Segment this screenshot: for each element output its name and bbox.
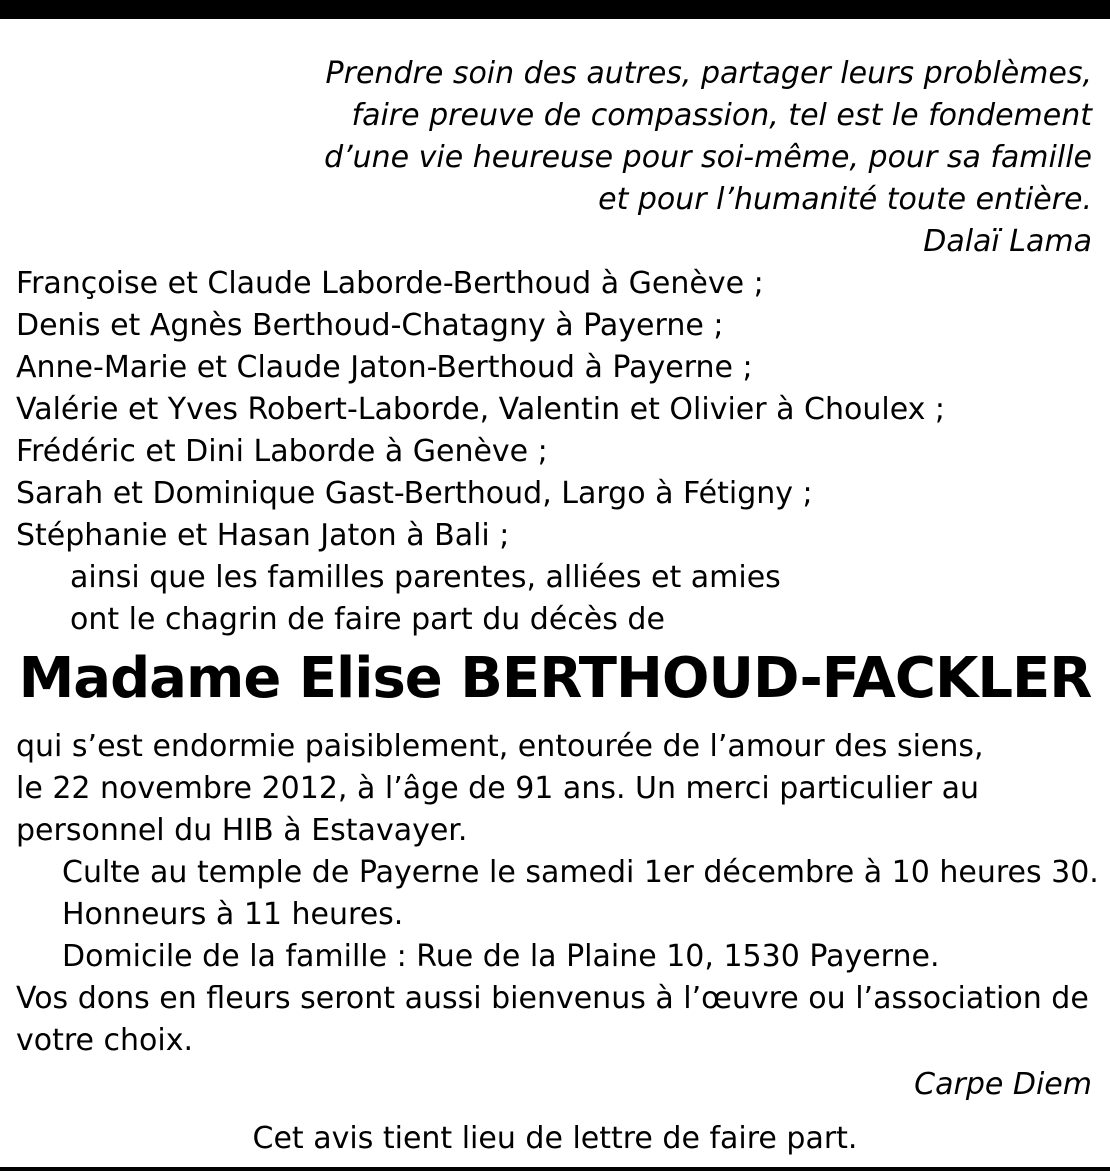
signoff: Carpe Diem [914, 1067, 1092, 1102]
donations-line: Vos dons en fleurs seront aussi bienvenus à l’œuvre ou l’association de [16, 981, 1089, 1016]
epigraph-line: Prendre soin des autres, partager leurs problèmes, [325, 56, 1092, 91]
deceased-name: Madame Elise BERTHOUD-FACKLER [18, 646, 1092, 711]
details-line: qui s’est endormie paisiblement, entourée de l’amour des siens, [16, 729, 984, 764]
epigraph-line: d’une vie heureuse pour soi-même, pour sa famille [324, 140, 1092, 175]
family-member: Denis et Agnès Berthoud-Chatagny à Payerne ; [16, 308, 724, 343]
details-line: personnel du HIB à Estavayer. [16, 813, 468, 848]
epigraph-author: Dalaï Lama [923, 224, 1092, 259]
ceremony-line: Domicile de la famille : Rue de la Plaine 10, 1530 Payerne. [62, 939, 940, 974]
family-member: Frédéric et Dini Laborde à Genève ; [16, 434, 548, 469]
epigraph-line: et pour l’humanité toute entière. [598, 182, 1092, 217]
family-member: Sarah et Dominique Gast-Berthoud, Largo à Fétigny ; [16, 476, 813, 511]
details-line: le 22 novembre 2012, à l’âge de 91 ans. Un merci particulier au [16, 771, 980, 806]
donations-line: votre choix. [16, 1023, 194, 1058]
bottom-border-rule [0, 1167, 1110, 1171]
ceremony-line: Culte au temple de Payerne le samedi 1er décembre à 10 heures 30. [62, 855, 1099, 890]
announcement-line: ainsi que les familles parentes, alliées et amies [70, 560, 781, 595]
family-member: Valérie et Yves Robert-Laborde, Valentin et Olivier à Choulex ; [16, 392, 946, 427]
family-member: Stéphanie et Hasan Jaton à Bali ; [16, 518, 510, 553]
top-border-rule [0, 0, 1110, 19]
family-member: Françoise et Claude Laborde-Berthoud à Genève ; [16, 266, 764, 301]
notice: Cet avis tient lieu de lettre de faire part. [252, 1121, 858, 1156]
ceremony-line: Honneurs à 11 heures. [62, 897, 404, 932]
epigraph-line: faire preuve de compassion, tel est le fondement [351, 98, 1092, 133]
announcement-line: ont le chagrin de faire part du décès de [70, 602, 665, 637]
family-member: Anne-Marie et Claude Jaton-Berthoud à Payerne ; [16, 350, 753, 385]
